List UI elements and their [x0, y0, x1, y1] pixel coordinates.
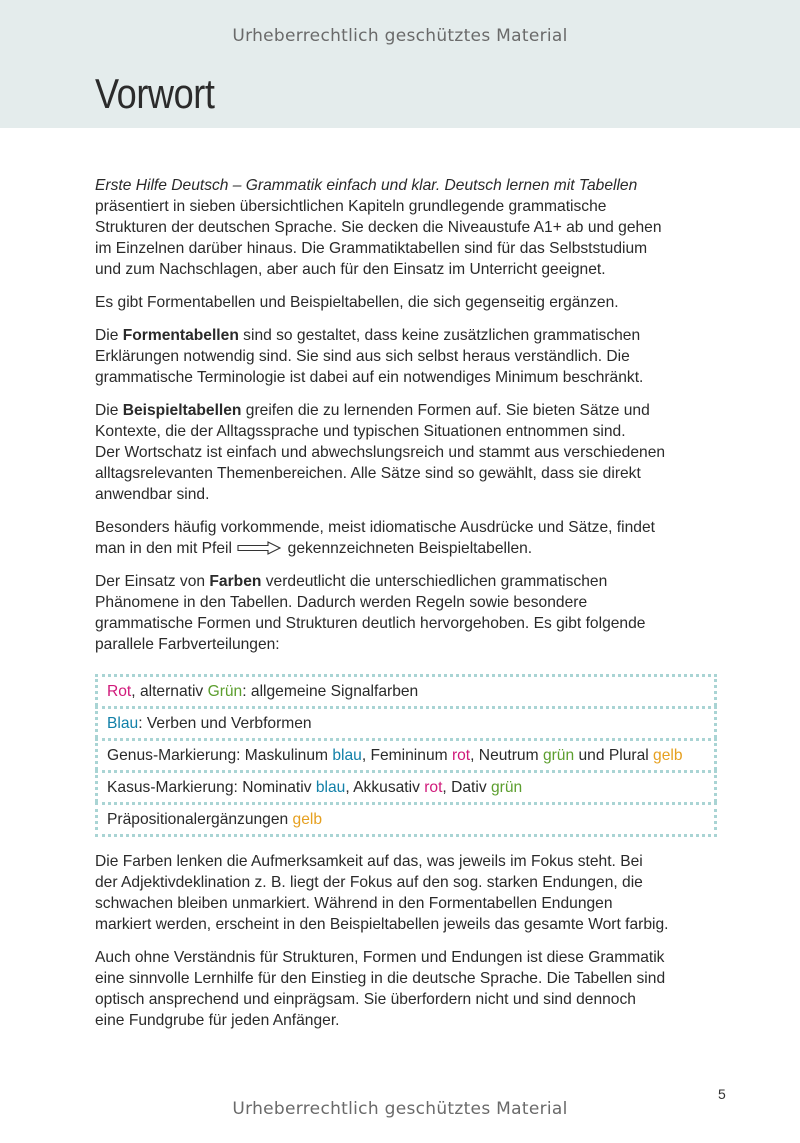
text-run: und Plural — [574, 747, 654, 764]
text-run: : Verben und Verbformen — [138, 715, 312, 732]
text-line: alltagsrelevanten Themenbereichen. Alle Sätze sind so gewählt, dass sie direkt — [95, 465, 641, 482]
color-word-green: grün — [542, 747, 575, 764]
paragraph-farben — [95, 571, 707, 655]
term-farben: Farben — [209, 573, 262, 590]
text-line: Der Wortschatz ist einfach und abwechslungsreich und stammt aus verschiedenen — [95, 444, 666, 461]
color-row-praepositional — [95, 802, 717, 837]
text-line: eine sinnvolle Lernhilfe für den Einstieg in die deutsche Sprache. Die Tabellen sind — [95, 970, 666, 987]
text-line: schwachen bleiben unmarkiert. Während in den Formentabellen Endungen — [95, 895, 613, 912]
text-run: , Dativ — [442, 779, 491, 796]
paragraph-intro — [95, 175, 707, 280]
text-run: , alternativ — [131, 683, 208, 700]
text-line: Die Farben lenken die Aufmerksamkeit auf das, was jeweils im Fokus steht. Bei — [95, 853, 643, 870]
text-line: Erklärungen notwendig sind. Sie sind aus sich selbst heraus verständlich. Die — [95, 348, 630, 365]
text-run: Präpositionalergänzungen — [107, 811, 293, 828]
paragraph-beispieltabellen — [95, 400, 707, 505]
color-word-red: rot — [451, 747, 471, 764]
text-line: Auch ohne Verständnis für Strukturen, Formen und Endungen ist diese Grammatik — [95, 949, 665, 966]
text-run: greifen die zu lernenden Formen auf. Sie bieten Sätze und — [241, 402, 650, 419]
text-line: Besonders häufig vorkommende, meist idiomatische Ausdrücke und Sätze, findet — [95, 519, 655, 536]
text-run: verdeutlicht die unterschiedlichen grammatischen — [261, 573, 608, 590]
paragraph-table-types: Es gibt Formentabellen und Beispieltabellen, die sich gegenseitig ergänzen. — [95, 294, 619, 311]
color-word-green: Grün — [207, 683, 243, 700]
text-run: Genus-Markierung: Maskulinum — [107, 747, 333, 764]
color-row-signal — [95, 674, 717, 706]
text-run: , Akkusativ — [345, 779, 425, 796]
paragraph-conclusion — [95, 947, 707, 1031]
color-word-red: Rot — [107, 683, 132, 700]
text-line: parallele Farbverteilungen: — [95, 636, 280, 653]
text-line: grammatische Terminologie ist dabei auf ein notwendiges Minimum beschränkt. — [95, 369, 644, 386]
text-run: Die — [95, 327, 123, 344]
text-line: und zum Nachschlagen, aber auch für den Einsatz im Unterricht geeignet. — [95, 261, 606, 278]
text-line: eine Fundgrube für jeden Anfänger. — [95, 1012, 340, 1029]
body-text-lower — [95, 851, 707, 1043]
text-line: Strukturen der deutschen Sprache. Sie decken die Niveaustufe A1+ ab und gehen — [95, 219, 662, 236]
text-line: präsentiert in sieben übersichtlichen Kapiteln grundlegende grammatische — [95, 198, 607, 215]
color-word-yellow: gelb — [292, 811, 323, 828]
color-word-blue: blau — [315, 779, 346, 796]
book-title: Erste Hilfe Deutsch – Grammatik einfach und klar. Deutsch lernen mit Tabellen — [95, 177, 638, 194]
body-text-upper — [95, 175, 707, 667]
term-beispieltabellen: Beispieltabellen — [122, 402, 242, 419]
text-line: Phänomene in den Tabellen. Dadurch werden Regeln sowie besondere — [95, 594, 588, 611]
text-line: anwendbar sind. — [95, 486, 210, 503]
text-run: sind so gestaltet, dass keine zusätzlichen grammatischen — [238, 327, 641, 344]
watermark-bottom: Urheberrechtlich geschütztes Material — [232, 1099, 568, 1119]
text-run: Der Einsatz von — [95, 573, 210, 590]
watermark-top: Urheberrechtlich geschütztes Material — [232, 26, 568, 46]
term-formentabellen: Formentabellen — [122, 327, 239, 344]
paragraph-formentabellen — [95, 325, 707, 388]
text-line: im Einzelnen darüber hinaus. Die Grammatiktabellen sind für das Selbststudium — [95, 240, 648, 257]
color-word-yellow: gelb — [653, 747, 683, 764]
text-line: markiert werden, erscheint in den Beispieltabellen jeweils das gesamte Wort farbig. — [95, 916, 669, 933]
color-word-red: rot — [424, 779, 443, 796]
page-title: Vorwort — [95, 70, 215, 117]
text-run: : allgemeine Signalfarben — [242, 683, 419, 700]
paragraph-arrow — [95, 517, 707, 559]
color-row-kasus — [95, 770, 717, 802]
text-line: optisch ansprechend und einprägsam. Sie überfordern nicht und sind dennoch — [95, 991, 636, 1008]
text-run: , Neutrum — [470, 747, 543, 764]
color-row-genus — [95, 738, 717, 770]
color-word-blue: Blau — [107, 715, 139, 732]
text-run: gekennzeichneten Beispieltabellen. — [287, 540, 533, 557]
color-row-verbs — [95, 706, 717, 738]
arrow-right-icon — [237, 541, 281, 555]
text-line: Kontexte, die der Alltagssprache und typischen Situationen entnommen sind. — [95, 423, 626, 440]
color-word-green: grün — [490, 779, 523, 796]
text-run: Kasus-Markierung: Nominativ — [107, 779, 316, 796]
paragraph-focus — [95, 851, 707, 935]
page-number: 5 — [718, 1086, 726, 1102]
text-line: der Adjektivdeklination z. B. liegt der Fokus auf den sog. starken Endungen, die — [95, 874, 643, 891]
text-run: , Femininum — [361, 747, 452, 764]
text-run: Die — [95, 402, 123, 419]
color-word-blue: blau — [332, 747, 362, 764]
text-run: man in den mit Pfeil — [95, 540, 232, 557]
color-legend-box — [95, 674, 717, 837]
text-line: grammatische Formen und Strukturen deutlich hervorgehoben. Es gibt folgende — [95, 615, 646, 632]
